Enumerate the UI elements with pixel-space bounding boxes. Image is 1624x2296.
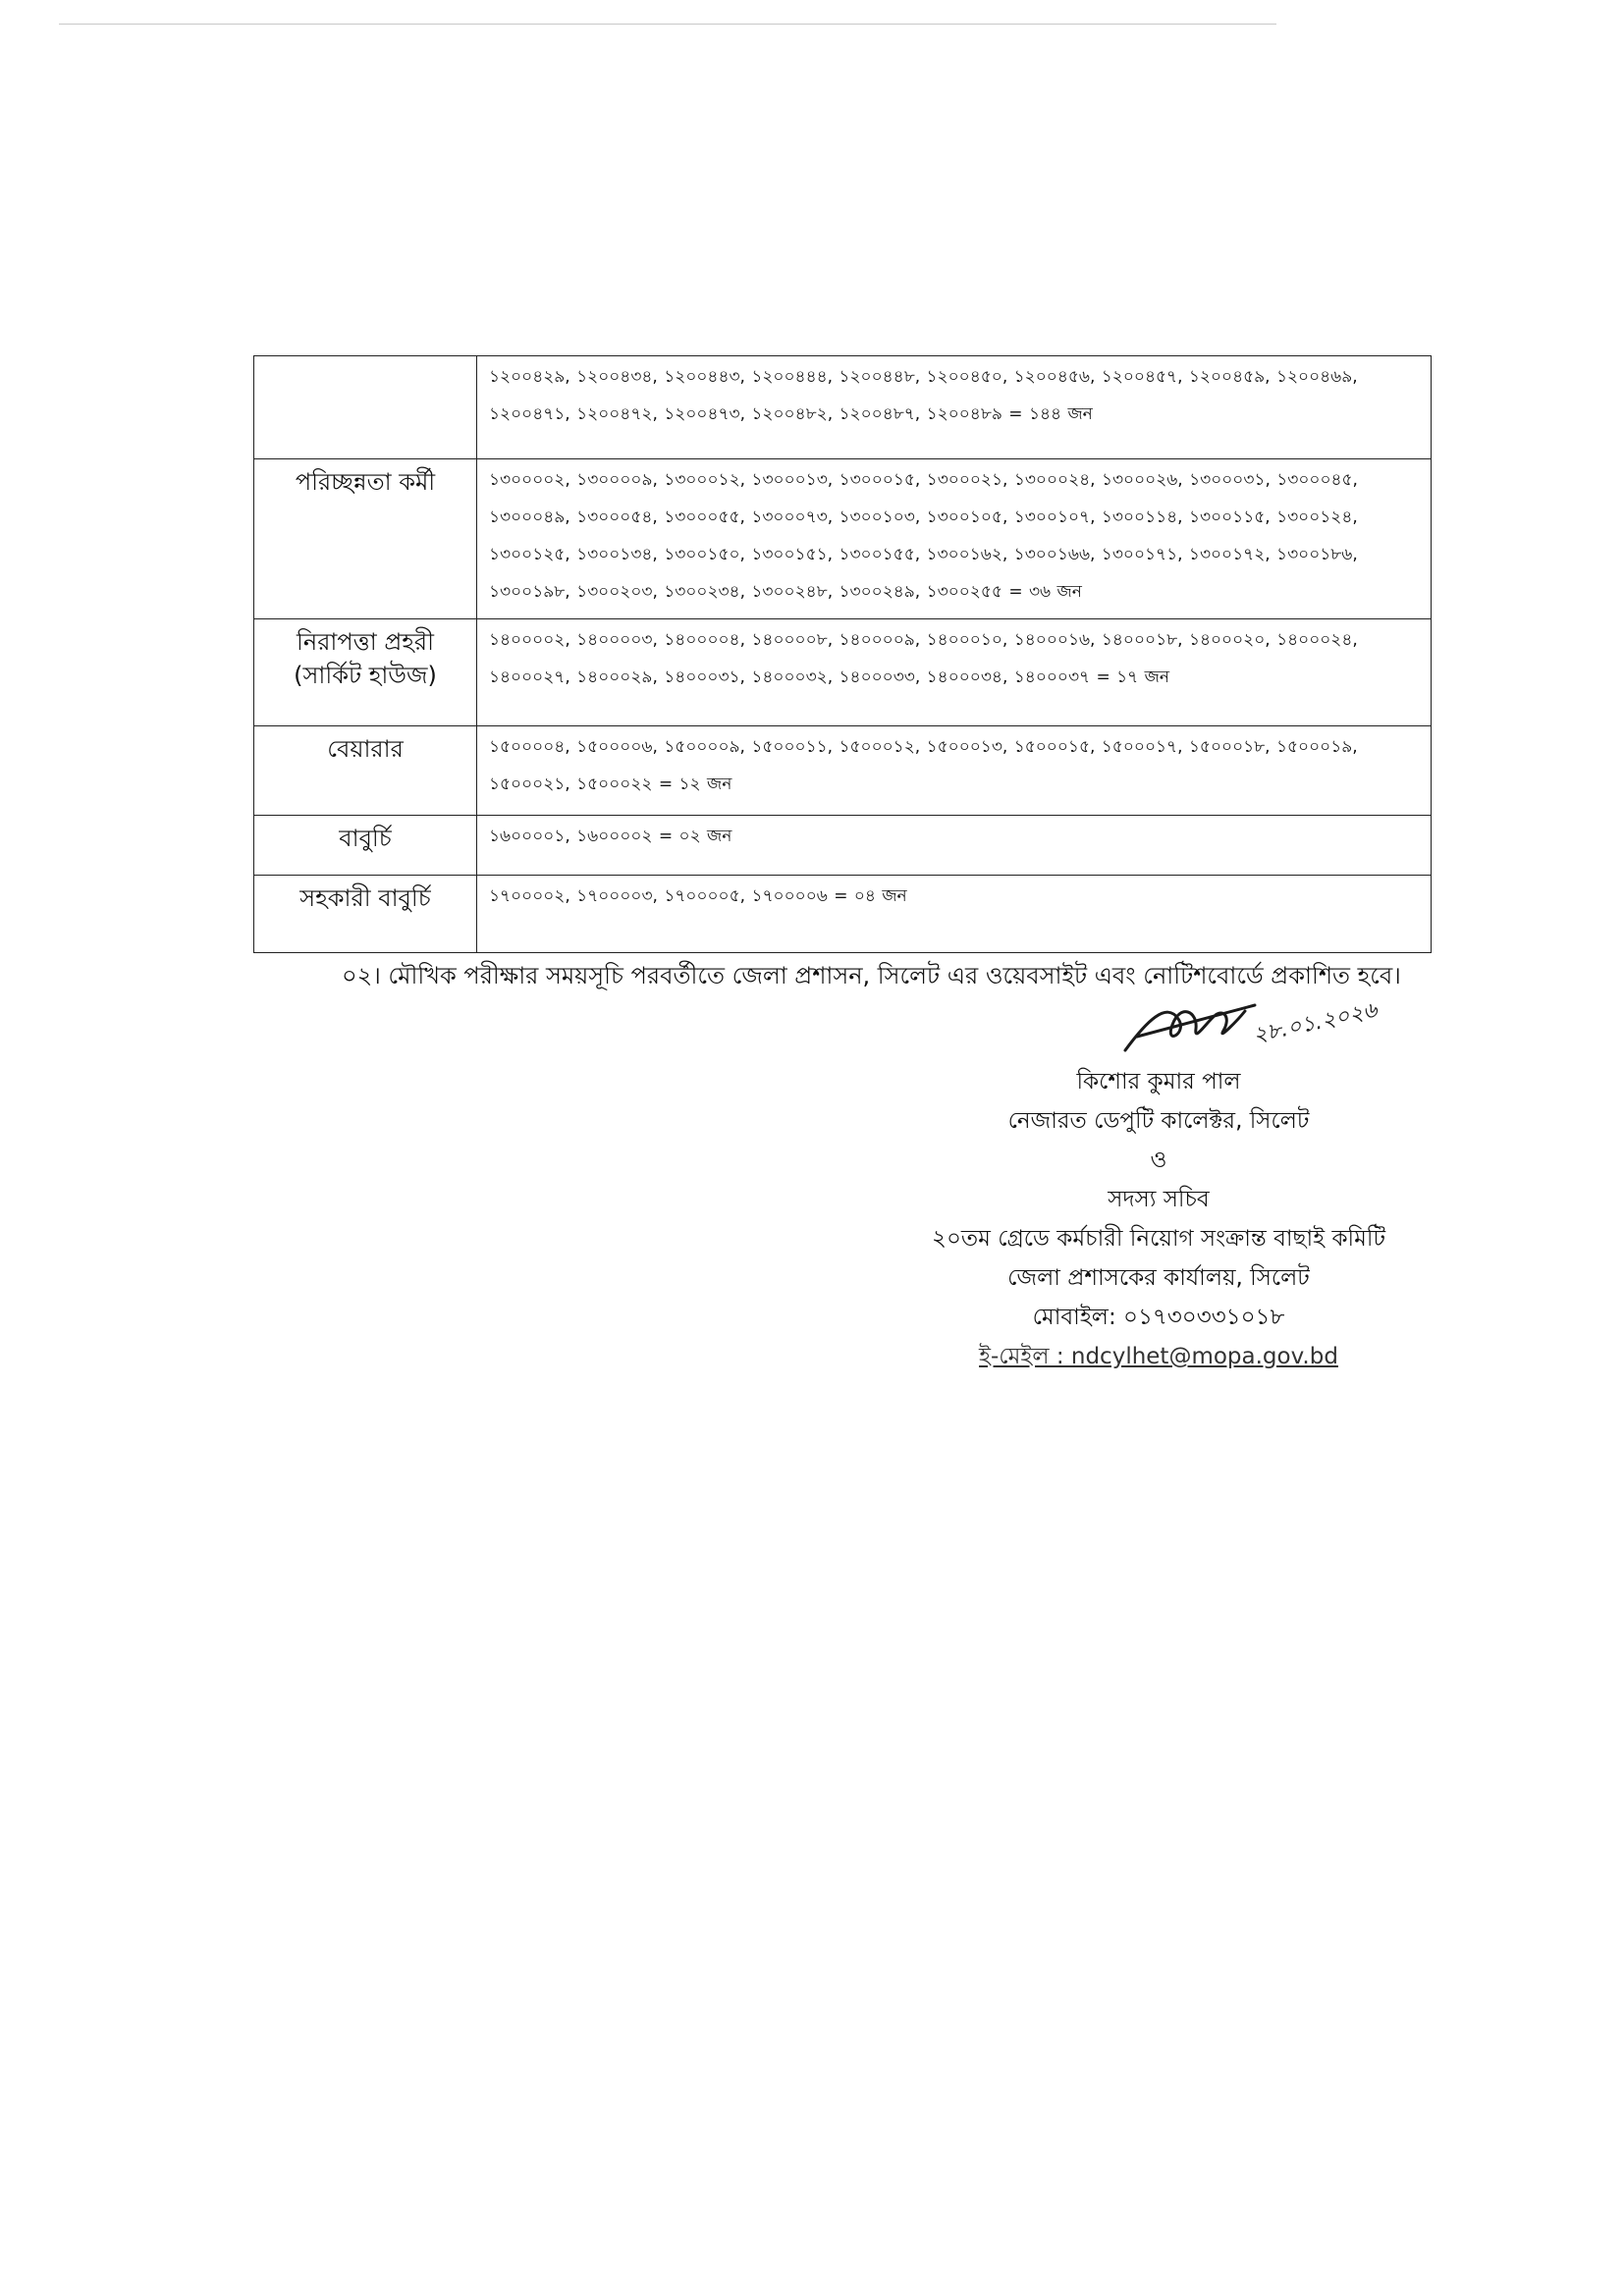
signer-name: কিশোর কুমার পাল (1076, 1069, 1241, 1095)
notice-paragraph: ০২। মৌখিক পরীক্ষার সময়সূচি পরবর্তীতে জেলা প্রশাসন, সিলেট এর ওয়েবসাইট এবং নোটিশবোর্ডে প্রকাশিত হবে। (342, 962, 1401, 989)
roll-numbers-cell: ১২০০৪২৯, ১২০০৪৩৪, ১২০০৪৪৩, ১২০০৪৪৪, ১২০০৪৪৮, ১২০০৪৫০, ১২০০৪৫৬, ১২০০৪৫৭, ১২০০৪৫৯, ১২০০৪৬৯, ১২০০৪৭১, ১২০০৪৭২, ১২০০৪৭৩, ১২০০৪৮২, ১২০০৪৮৭, ১২০০৪৮৯ = ১৪৪ জন (477, 356, 1432, 459)
signer-role: সদস্য সচিব (1108, 1187, 1210, 1212)
roll-numbers-cell: ১৩০০০০২, ১৩০০০০৯, ১৩০০০১২, ১৩০০০১৩, ১৩০০০১৫, ১৩০০০২১, ১৩০০০২৪, ১৩০০০২৬, ১৩০০০৩১, ১৩০০০৪৫, ১৩০০০৪৯, ১৩০০০৫৪, ১৩০০০৫৫, ১৩০০০৭৩, ১৩০০১০৩, ১৩০০১০৫, ১৩০০১০৭, ১৩০০১১৪, ১৩০০১১৫, ১৩০০১২৪, ১৩০০১২৫, ১৩০০১৩৪, ১৩০০১৫০, ১৩০০১৫১, ১৩০০১৫৫, ১৩০০১৬২, ১৩০০১৬৬, ১৩০০১৭১, ১৩০০১৭২, ১৩০০১৮৬, ১৩০০১৯৮, ১৩০০২০৩, ১৩০০২৩৪, ১৩০০২৪৮, ১৩০০২৪৯, ১৩০০২৫৫ = ৩৬ জন (477, 459, 1432, 619)
roll-numbers-cell: ১৭০০০০২, ১৭০০০০৩, ১৭০০০০৫, ১৭০০০০৬ = ০৪ জন (477, 876, 1432, 953)
signature-block (864, 1062, 1453, 1376)
top-divider (59, 24, 1276, 25)
signer-designation: নেজারত ডেপুটি কালেক্টর, সিলেট (1007, 1108, 1310, 1134)
signer-email-link[interactable]: ই-মেইল : ndcylhet@mopa.gov.bd (979, 1344, 1338, 1369)
signature-date: ২৮.০১.২০২৬ (1251, 997, 1380, 1048)
post-name-cell: বাবুর্চি (254, 816, 477, 876)
roll-number-table (253, 355, 1432, 953)
table-row (254, 619, 1432, 726)
table-row (254, 356, 1432, 459)
post-name-cell: বেয়ারার (254, 726, 477, 816)
handwritten-signature (1108, 982, 1380, 1070)
table-row (254, 459, 1432, 619)
table-row (254, 876, 1432, 953)
table-row (254, 726, 1432, 816)
roll-numbers-cell: ১৪০০০০২, ১৪০০০০৩, ১৪০০০০৪, ১৪০০০০৮, ১৪০০০০৯, ১৪০০০১০, ১৪০০০১৬, ১৪০০০১৮, ১৪০০০২০, ১৪০০০২৪, ১৪০০০২৭, ১৪০০০২৯, ১৪০০০৩১, ১৪০০০৩২, ১৪০০০৩৩, ১৪০০০৩৪, ১৪০০০৩৭ = ১৭ জন (477, 619, 1432, 726)
post-name-cell: পরিচ্ছন্নতা কর্মী (254, 459, 477, 619)
post-name-cell (254, 356, 477, 459)
signer-conjunction: ও (1150, 1148, 1167, 1173)
table-row (254, 816, 1432, 876)
post-name-cell: নিরাপত্তা প্রহরী (সার্কিট হাউজ) (254, 619, 477, 726)
signer-committee: ২০তম গ্রেডে কর্মচারী নিয়োগ সংক্রান্ত বাছাই কমিটি (932, 1226, 1385, 1252)
post-name-cell: সহকারী বাবুর্চি (254, 876, 477, 953)
roll-numbers-cell: ১৫০০০০৪, ১৫০০০০৬, ১৫০০০০৯, ১৫০০০১১, ১৫০০০১২, ১৫০০০১৩, ১৫০০০১৫, ১৫০০০১৭, ১৫০০০১৮, ১৫০০০১৯, ১৫০০০২১, ১৫০০০২২ = ১২ জন (477, 726, 1432, 816)
roll-numbers-cell: ১৬০০০০১, ১৬০০০০২ = ০২ জন (477, 816, 1432, 876)
signer-mobile: মোবাইল: ০১৭৩০৩৩১০১৮ (1032, 1305, 1285, 1330)
signer-office: জেলা প্রশাসকের কার্যালয়, সিলেট (1007, 1265, 1310, 1291)
